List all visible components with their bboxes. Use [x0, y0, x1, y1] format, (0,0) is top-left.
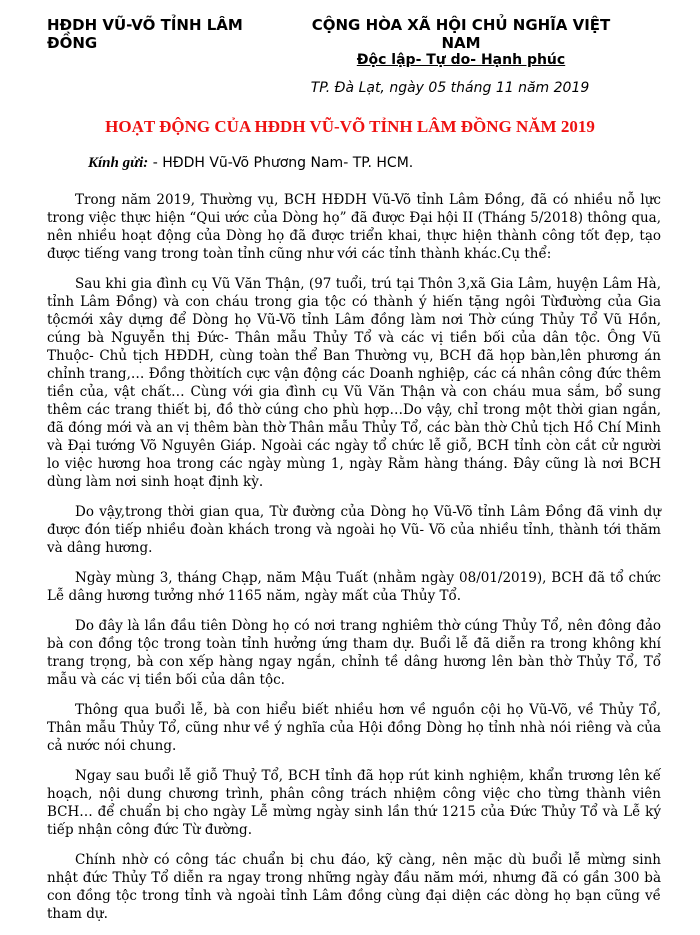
paragraph: Sau khi gia đình cụ Vũ Văn Thận, (97 tuổi, trú tại Thôn 3,xã Gia Lâm, huyện Lâm Hà, tỉnh Lâm Đồng) và con cháu trong gia tộc có thành ý hiến tặng ngôi Từđường của Gia tộcmới xây dựng để Dòng họ Vũ-Võ tỉnh Lâm đồng làm nơi Thờ cúng Thủy Tổ Vũ Hồn, cúng bà Nguyễn thị Đức- Thân mẫu Thủy Tổ và các vị tiền bối của dân tộc. Ông Vũ Thuộc- Chủ tịch HĐDH, cùng toàn thể Ban Thường vụ, BCH đã họp bàn,lên phương án chỉnh trang,… Đồng thờitích cực vận động các Doanh nghiệp, các cá nhân công đức thêm tiền của, vật chất… Cùng với gia đình cụ Vũ Văn Thận và con cháu mua sắm, bổ sung thêm các trang thiết bị, đồ thờ cúng cho phù hợp…Do vậy, chỉ trong một thời gian ngắn, đã đóng mới và an vị thêm bàn thờ Thân mẫu Thủy Tổ, các bàn thờ Chủ tịch Hồ Chí Minh và Đại tướng Võ Nguyên Giáp. Ngoài các ngày tổ chức lễ giỗ, BCH tỉnh còn cắt cử người lo việc hương hoa trong các ngày mùng 1, ngày Rằm hàng tháng. Đây cũng là nơi BCH dùng làm nơi sinh hoạt định kỳ. [47, 276, 661, 490]
document-body [47, 191, 661, 935]
greeting [88, 154, 648, 172]
greeting-label: Kính gửi: [88, 155, 149, 171]
country-name: CỘNG HÒA XÃ HỘI CHỦ NGHĨA VIỆT NAM [311, 16, 611, 52]
paragraph: Chính nhờ có công tác chuẩn bị chu đáo, kỹ càng, nên mặc dù buổi lễ mừng sinh nhật đức Thủy Tổ diễn ra ngay trong những ngày đầu năm mới, nhưng đã có gần 300 bà con đồng tộc trong tỉnh và ngoài tỉnh Lâm đồng cùng đại diện các dòng họ bạn cũng về tham dự. [47, 852, 661, 922]
paragraph: Do vậy,trong thời gian qua, Từ đường của Dòng họ Vũ-Võ tỉnh Lâm Đồng đã vinh dự được đón tiếp nhiều đoàn khách trong và ngoài họ Vũ- Võ của nhiều tỉnh, thành tới thăm và dâng hương. [47, 504, 661, 556]
national-motto: Độc lập- Tự do- Hạnh phúc [356, 52, 566, 68]
greeting-recipient: - HĐDH Vũ-Võ Phương Nam- TP. HCM. [148, 155, 414, 171]
paragraph: Ngày mùng 3, tháng Chạp, năm Mậu Tuất (nhằm ngày 08/01/2019), BCH đã tổ chức Lễ dâng hương tưởng nhớ 1165 năm, ngày mất của Thủy Tổ. [47, 570, 661, 604]
paragraph: Thông qua buổi lễ, bà con hiểu biết nhiều hơn về nguồn cội họ Vũ-Võ, về Thủy Tổ, Thân mẫu Thủy Tổ, cũng như về ý nghĩa của Hội đồng Dòng họ tỉnh nhà nói riêng và của cả nước nói chung. [47, 702, 661, 754]
paragraph: Ngay sau buổi lễ giỗ Thuỷ Tổ, BCH tỉnh đã họp rút kinh nghiệm, khẩn trương lên kế hoạch, nội dung chương trình, phân công trách nhiệm công việc cho từng thành viên BCH… để chuẩn bị cho ngày Lễ mừng ngày sinh lần thứ 1215 của Đức Thủy Tổ và Lễ ký tiếp nhận công đức Từ đường. [47, 768, 661, 838]
document-title: HOẠT ĐỘNG CỦA HĐDH VŨ-VÕ TỈNH LÂM ĐỒNG NĂM 2019 [105, 117, 595, 136]
organization-name: HĐDH VŨ-VÕ TỈNH LÂM ĐỒNG [47, 16, 243, 52]
paragraph: Do đây là lần đầu tiên Dòng họ có nơi trang nghiêm thờ cúng Thủy Tổ, nên đông đảo bà con đồng tộc trong toàn tỉnh hưởng ứng tham dự. Buổi lễ đã diễn ra trong không khí trang trọng, bà con xếp hàng ngay ngắn, chỉnh tề dâng hương lên bàn thờ Thủy Tổ, Tổ mẫu và các vị tiền bối của dân tộc. [47, 618, 661, 688]
paragraph: Trong năm 2019, Thường vụ, BCH HĐDH Vũ-Võ tỉnh Lâm Đồng, đã có nhiều nỗ lực trong việc thực hiện “Qui ước của Dòng họ” đã được Đại hội II (Tháng 5/2018) thông qua, nên nhiều hoạt động của Dòng họ đã được triển khai, thực hiện thành công tốt đẹp, tạo được tiếng vang trong toàn tỉnh cũng như với các tỉnh thành khác.Cụ thể: [47, 192, 661, 262]
date-line: TP. Đà Lạt, ngày 05 tháng 11 năm 2019 [310, 80, 590, 96]
